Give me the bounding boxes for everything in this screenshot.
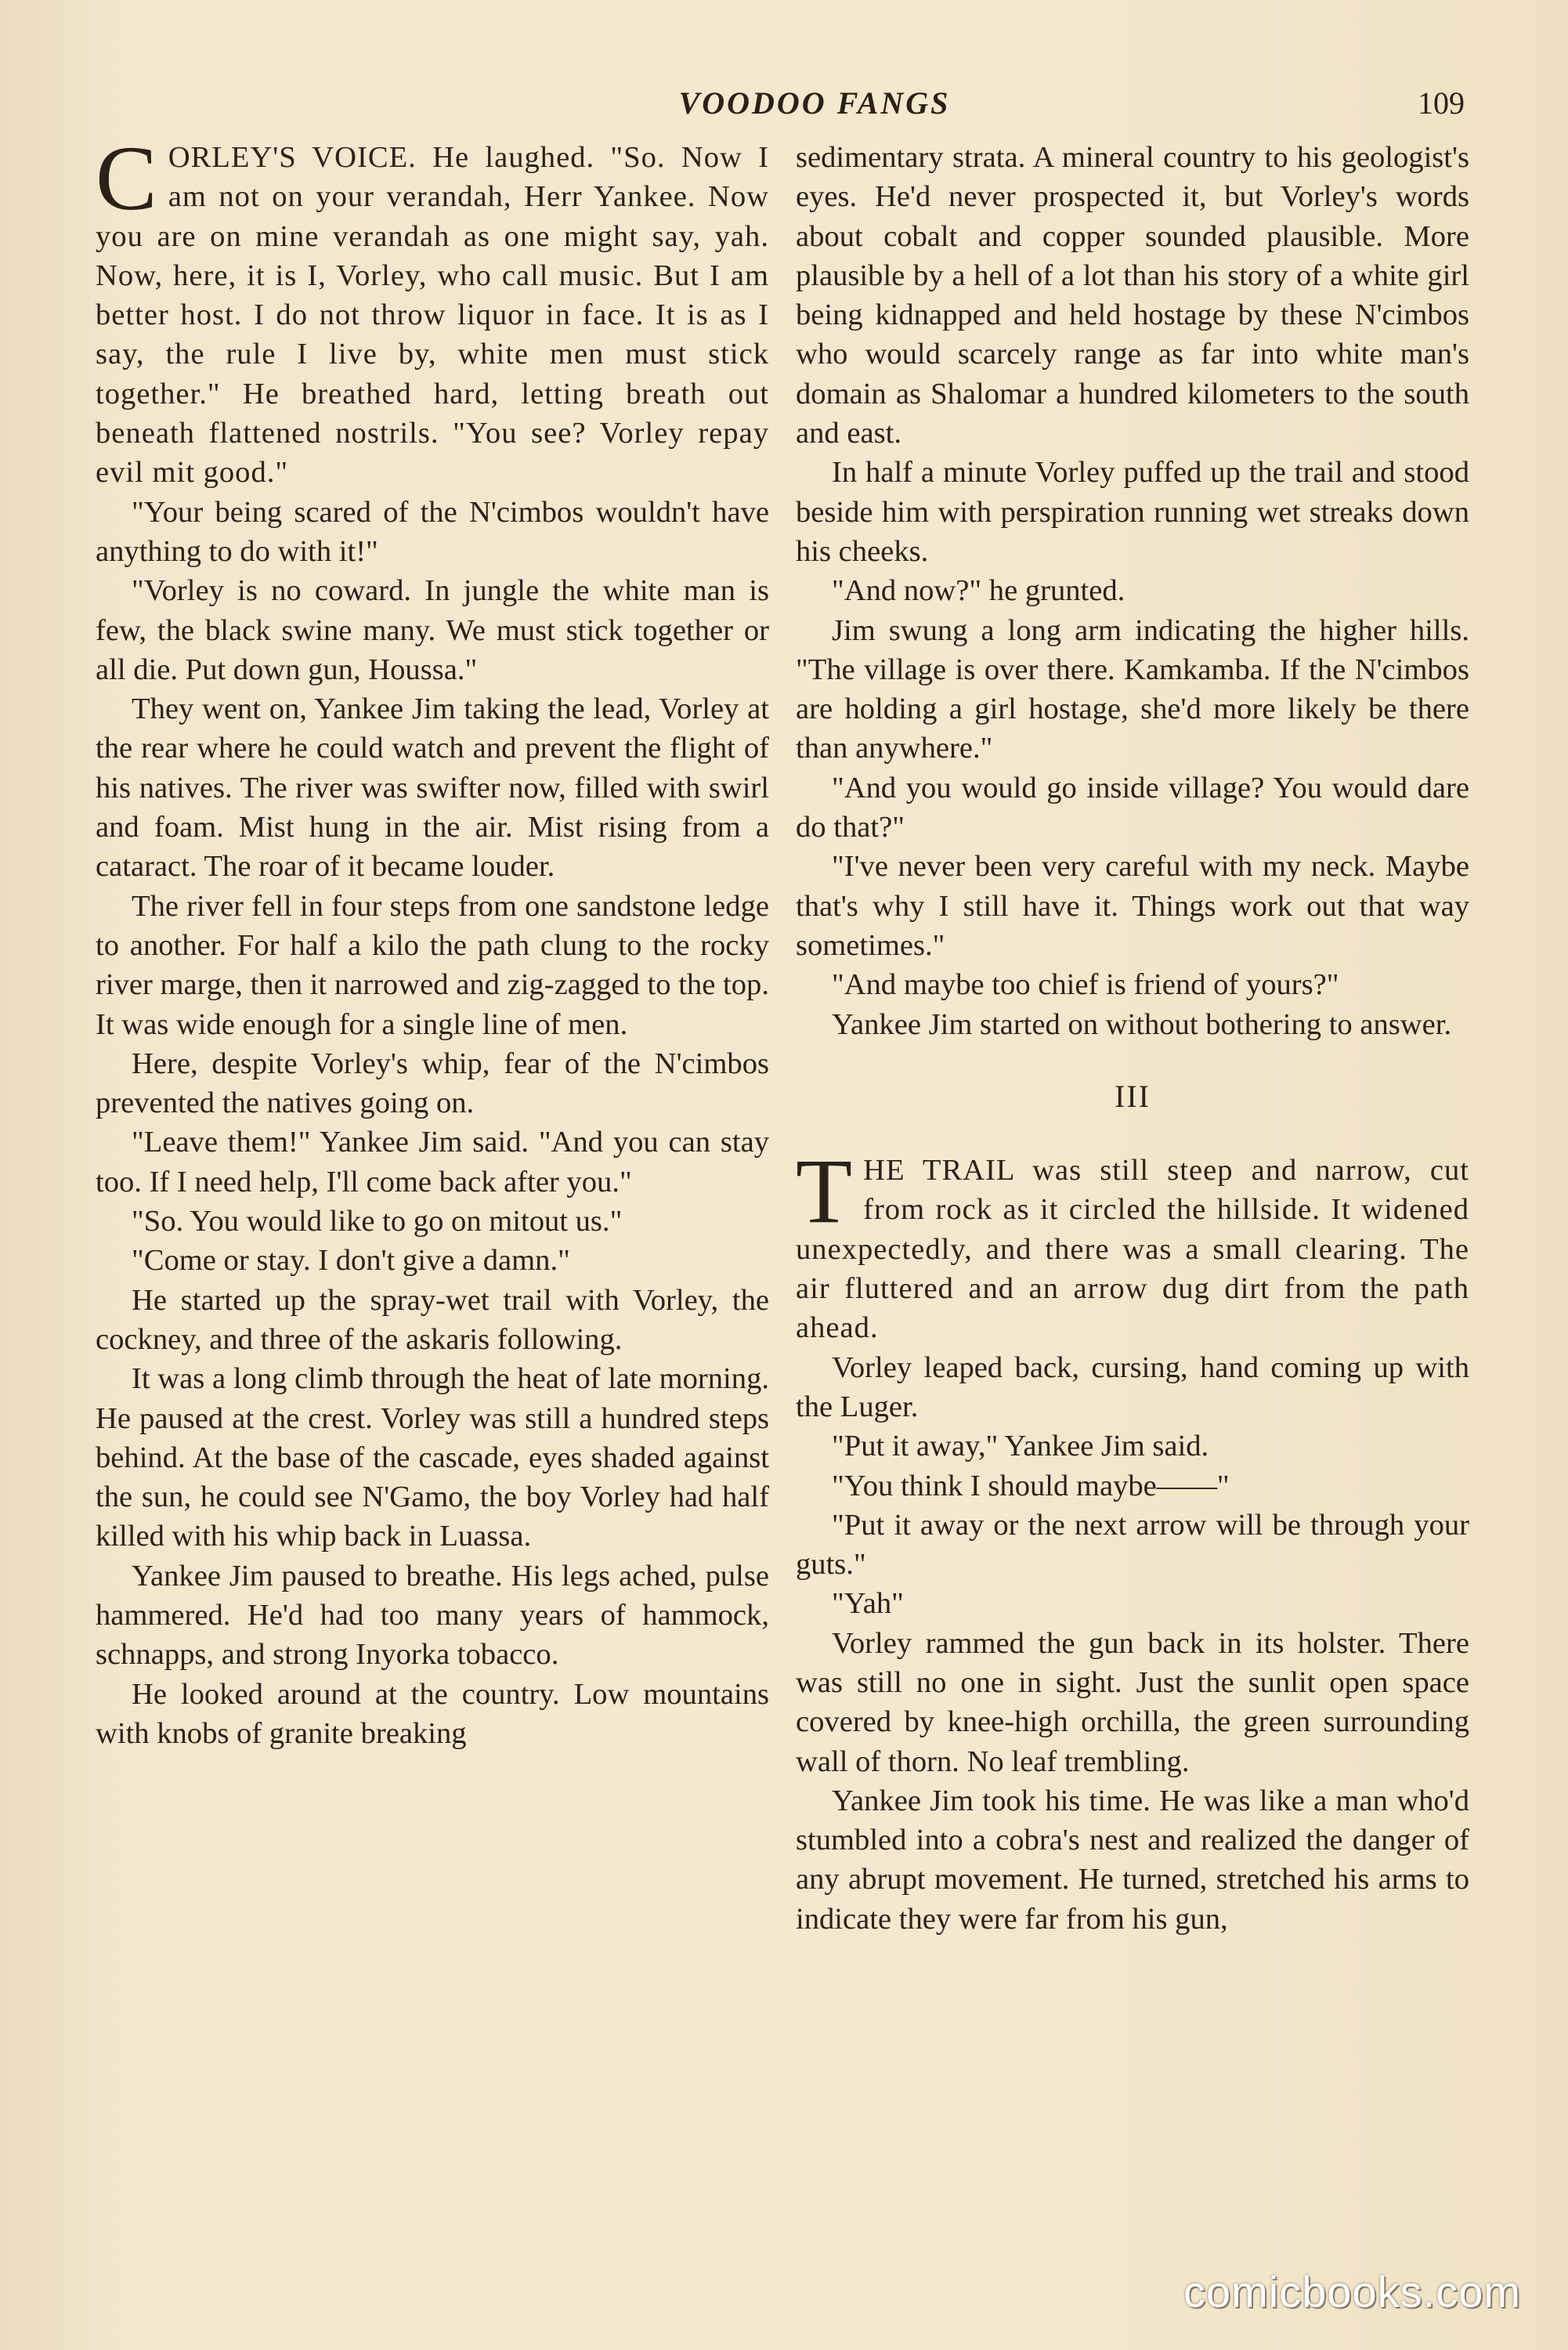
paragraph: They went on, Yankee Jim taking the lead, Vorley at the rear where he could watch and prevent the flight of his natives. The river was swifter now, filled with swirl and foam. Mist hung in the air. Mist rising from a cataract. The roar of it became louder. (96, 692, 769, 884)
paragraph: Yankee Jim took his time. He was like a man who'd stumbled into a cobra's nest and realized the danger of any abrupt movement. He turned, stretched his arms to indicate they were far from his gun, (796, 1784, 1469, 1936)
paragraph: "And maybe too chief is friend of yours?" (832, 968, 1339, 1002)
paragraph: Vorley rammed the gun back in its holster. There was still no one in sight. Just the sunlit open space covered by knee-high orchilla, the green surrounding wall of thorn. No leaf trembling. (796, 1626, 1469, 1778)
paragraph: In half a minute Vorley puffed up the trail and stood beside him with perspiration running wet streaks down his cheeks. (796, 456, 1469, 568)
paragraph: Vorley leaped back, cursing, hand coming up with the Luger. (796, 1350, 1469, 1423)
paragraph: "And now?" he grunted. (832, 574, 1125, 608)
paragraph: "Put it away or the next arrow will be through your guts." (796, 1508, 1469, 1582)
paragraph: He looked around at the country. Low mountains with knobs of granite breaking (96, 1677, 769, 1750)
paragraph: "Your being scared of the N'cimbos wouldn't have anything to do with it!" (96, 495, 769, 568)
paragraph: It was a long climb through the heat of late morning. He paused at the crest. Vorley was still a hundred steps behind. At the base of the cascade, eyes shaded against the sun, he could see N'Gamo, the boy Vorley had half killed with his whip back in Luassa. (96, 1362, 769, 1553)
watermark: comicbooks.com (1183, 2267, 1521, 2316)
paragraph: The river fell in four steps from one sandstone ledge to another. For half a kilo the path clung to the rocky river marge, then it narrowed and zig-zagged to the top. It was wide enough for a single line of men. (96, 889, 769, 1041)
paragraph: "Put it away," Yankee Jim said. (832, 1430, 1209, 1463)
page-number: 109 (1418, 85, 1465, 121)
running-head: VOODOO FANGS (678, 85, 951, 121)
drop-cap: C (96, 127, 157, 230)
paragraph: Jim swung a long arm indicating the higher hills. "The village is over there. Kamkamba. If the N'cimbos are holding a girl hostage, she'd more likely be there than anywhere." (796, 613, 1469, 765)
paragraph (796, 1140, 1469, 1347)
paragraph: He started up the spray-wet trail with Vorley, the cockney, and three of the askaris following. (96, 1283, 769, 1356)
page-header (94, 85, 1472, 132)
paragraph: "I've never been very careful with my neck. Maybe that's why I still have it. Things work out that way sometimes." (796, 850, 1469, 962)
paragraph: Here, despite Vorley's whip, fear of the N'cimbos prevented the natives going on. (96, 1047, 769, 1120)
paragraph: "Yah" (832, 1587, 904, 1621)
paragraph: sedimentary strata. A mineral country to his geologist's eyes. He'd never prospected it, but Vorley's words about cobalt and copper sounded plausible. More plausible by a hell of a lot than his story of a white girl being kidnapped and held hostage by these N'cimbos who would scarcely range as far into white man's domain as Shalomar a hundred kilometers to the south and east. (796, 141, 1469, 450)
paragraph: "Vorley is no coward. In jungle the white man is few, the black swine many. We must stick together or all die. Put down gun, Houssa." (96, 574, 769, 686)
paragraph: "Leave them!" Yankee Jim said. "And you can stay too. If I need help, I'll come back after you." (96, 1126, 769, 1198)
paragraph: "So. You would like to go on mitout us." (132, 1205, 623, 1238)
paragraph: "And you would go inside village? You would dare do that?" (796, 771, 1469, 844)
paragraph-text: HE TRAIL was still steep and narrow, cut from rock as it circled the hillside. It widened unexpectedly, and there was a small clearing. The air fluttered and an arrow dug dirt from the path ahead. (796, 1154, 1469, 1345)
paragraph: "Come or stay. I don't give a damn." (132, 1244, 570, 1278)
paragraph: Yankee Jim started on without bothering to answer. (832, 1007, 1452, 1041)
paragraph (96, 127, 769, 493)
right-column (796, 138, 1469, 1939)
left-column (96, 127, 769, 1753)
paragraph: "You think I should maybe——" (832, 1469, 1230, 1502)
paragraph-text: ORLEY'S VOICE. He laughed. "So. Now I am not on your verandah, Herr Yankee. Now you are on mine verandah as one might say, yah. Now, here, it is I, Vorley, who call music. But I am better host. I do not throw liquor in face. It is as I say, the rule I live by, white men must stick together." He breathed hard, letting breath out beneath flattened nostrils. "You see? Vorley repay evil mit good." (96, 141, 769, 490)
drop-cap: T (796, 1140, 853, 1243)
paragraph: Yankee Jim paused to breathe. His legs ached, pulse hammered. He'd had too many years of hammock, schnapps, and strong Inyorka tobacco. (96, 1559, 769, 1672)
section-heading: III (1115, 1078, 1151, 1114)
